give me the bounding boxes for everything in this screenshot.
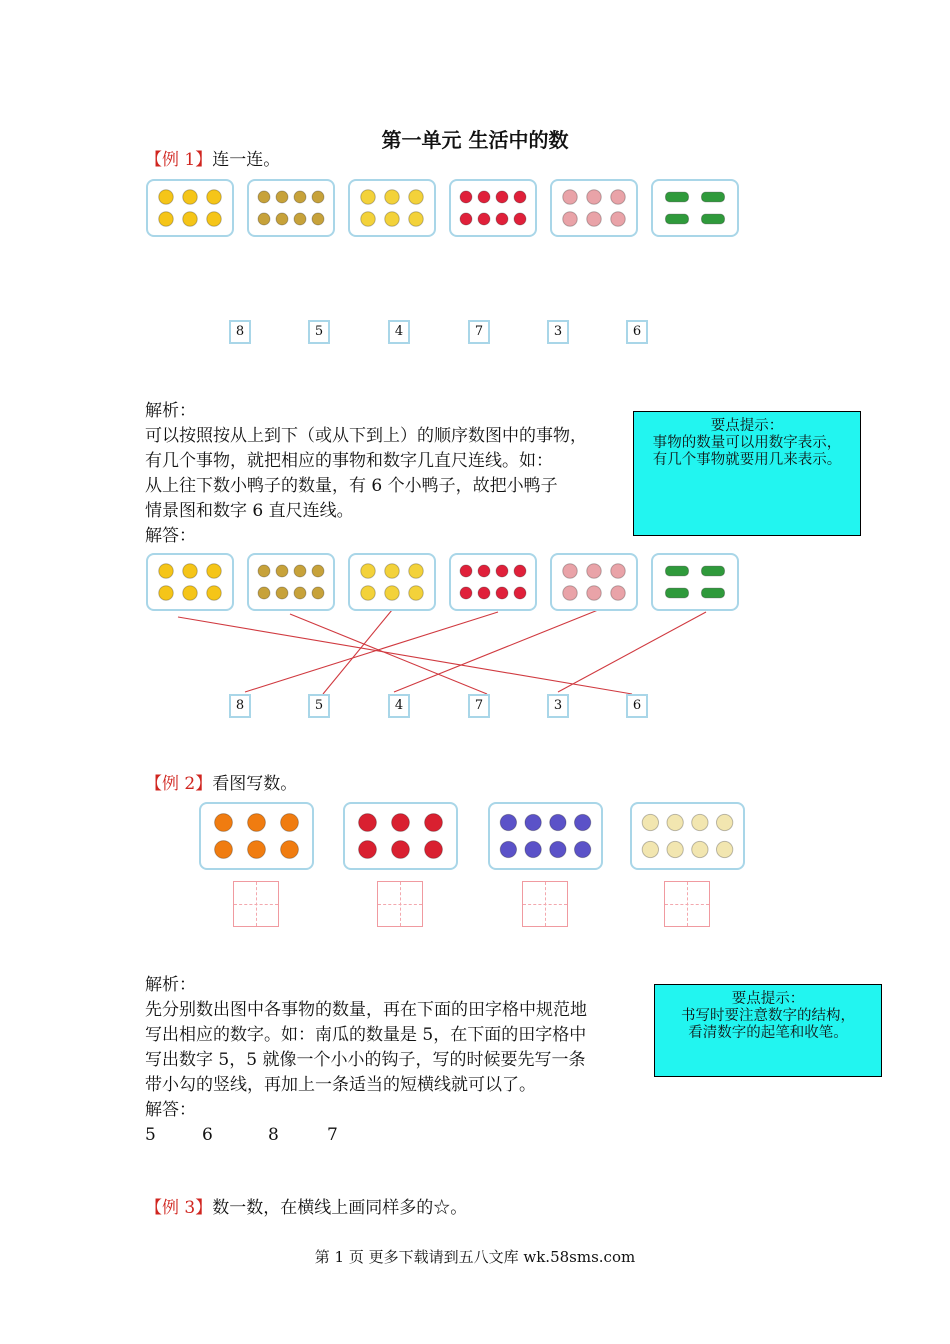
example-1-answer-label: 解答： (145, 526, 196, 546)
rose-icon (351, 809, 450, 863)
picture-box (146, 553, 234, 611)
example-1-analysis-line: 情景图和数字 6 直尺连线。 (145, 501, 354, 521)
example-1-tag: 【例 1】 (145, 150, 213, 170)
example-1-prompt: 连一连。 (212, 150, 281, 170)
tip-line: 事物的数量可以用数字表示， (652, 435, 842, 451)
purple-flower-icon (496, 809, 595, 863)
example-2-analysis-label: 解析： (145, 975, 196, 995)
car-icon (659, 560, 731, 604)
tianzige-grid[interactable] (664, 881, 710, 927)
example-2-tip-box (654, 984, 882, 1077)
tip-heading: 要点提示： (710, 418, 784, 434)
example-1-analysis-line: 从上往下数小鸭子的数量，有 6 个小鸭子，故把小鸭子 (145, 476, 558, 496)
number-box: 4 (388, 320, 410, 344)
match-line (290, 614, 487, 694)
match-line (245, 612, 498, 692)
example-2-answer-value: 5 (145, 1125, 156, 1145)
picture-box (488, 802, 603, 870)
tianzige-grid[interactable] (233, 881, 279, 927)
example-2-analysis-line: 带小勾的竖线，再加上一条适当的短横线就可以了。 (145, 1075, 536, 1095)
number-box: 6 (626, 694, 648, 718)
tianzige-grid[interactable] (522, 881, 568, 927)
example-2-analysis-line: 先分别数出图中各事物的数量，再在下面的田字格中规范地 (145, 1000, 587, 1020)
match-line (558, 612, 706, 692)
example-2-tag: 【例 2】 (145, 774, 213, 794)
picture-box (348, 553, 436, 611)
duck-icon (154, 560, 226, 604)
tip-line: 看清数字的起笔和收笔。 (688, 1025, 848, 1041)
example-2-analysis-line: 写出数字 5，5 就像一个小小的钩子，写的时候要先写一条 (145, 1050, 586, 1070)
number-box: 3 (547, 694, 569, 718)
number-box: 7 (468, 320, 490, 344)
page-title: 第一单元 生活中的数 (381, 128, 569, 152)
example-3-tag: 【例 3】 (145, 1198, 213, 1218)
match-line (178, 617, 632, 694)
bird-icon (356, 560, 428, 604)
tip-line: 有几个事物就要用几来表示。 (652, 452, 842, 468)
number-box: 5 (308, 694, 330, 718)
example-2-answer-value: 8 (268, 1125, 279, 1145)
page-footer: 第 1 页 更多下载请到五八文库 wk.58sms.com (314, 1248, 636, 1266)
example-1-analysis-label: 解析： (145, 401, 196, 421)
number-box: 5 (308, 320, 330, 344)
example-3-heading (145, 1196, 467, 1221)
number-box: 3 (547, 320, 569, 344)
example-1-analysis-line: 可以按照按从上到下（或从下到上）的顺序数图中的事物， (145, 426, 587, 446)
example-2-prompt: 看图写数。 (212, 774, 298, 794)
picture-box (199, 802, 314, 870)
example-1-analysis-line: 有几个事物，就把相应的事物和数字几直尺连线。如： (145, 451, 553, 471)
number-box: 8 (229, 694, 251, 718)
picture-box (550, 553, 638, 611)
mushroom-icon (255, 560, 327, 604)
example-3-prompt: 数一数，在横线上画同样多的☆。 (212, 1198, 468, 1218)
picture-box (630, 802, 745, 870)
tip-line: 书写时要注意数字的结构， (681, 1008, 855, 1024)
tip-heading: 要点提示： (731, 991, 805, 1007)
daisy-icon (638, 809, 737, 863)
number-box: 8 (229, 320, 251, 344)
picture-box (247, 553, 335, 611)
picture-box (651, 553, 739, 611)
example-2-answer-label: 解答： (145, 1100, 196, 1120)
example-2-heading (145, 772, 297, 797)
example-2-answer-value: 6 (202, 1125, 213, 1145)
tianzige-grid[interactable] (377, 881, 423, 927)
example-2-analysis-line: 写出相应的数字。如：南瓜的数量是 5，在下面的田字格中 (145, 1025, 587, 1045)
picture-box (343, 802, 458, 870)
example-2-answer-value: 7 (327, 1125, 338, 1145)
picture-box (449, 553, 537, 611)
number-box: 7 (468, 694, 490, 718)
kitten-icon (558, 560, 630, 604)
number-box: 4 (388, 694, 410, 718)
number-box: 6 (626, 320, 648, 344)
match-line (394, 610, 598, 692)
pumpkin-icon (207, 809, 306, 863)
flower-icon (457, 560, 529, 604)
